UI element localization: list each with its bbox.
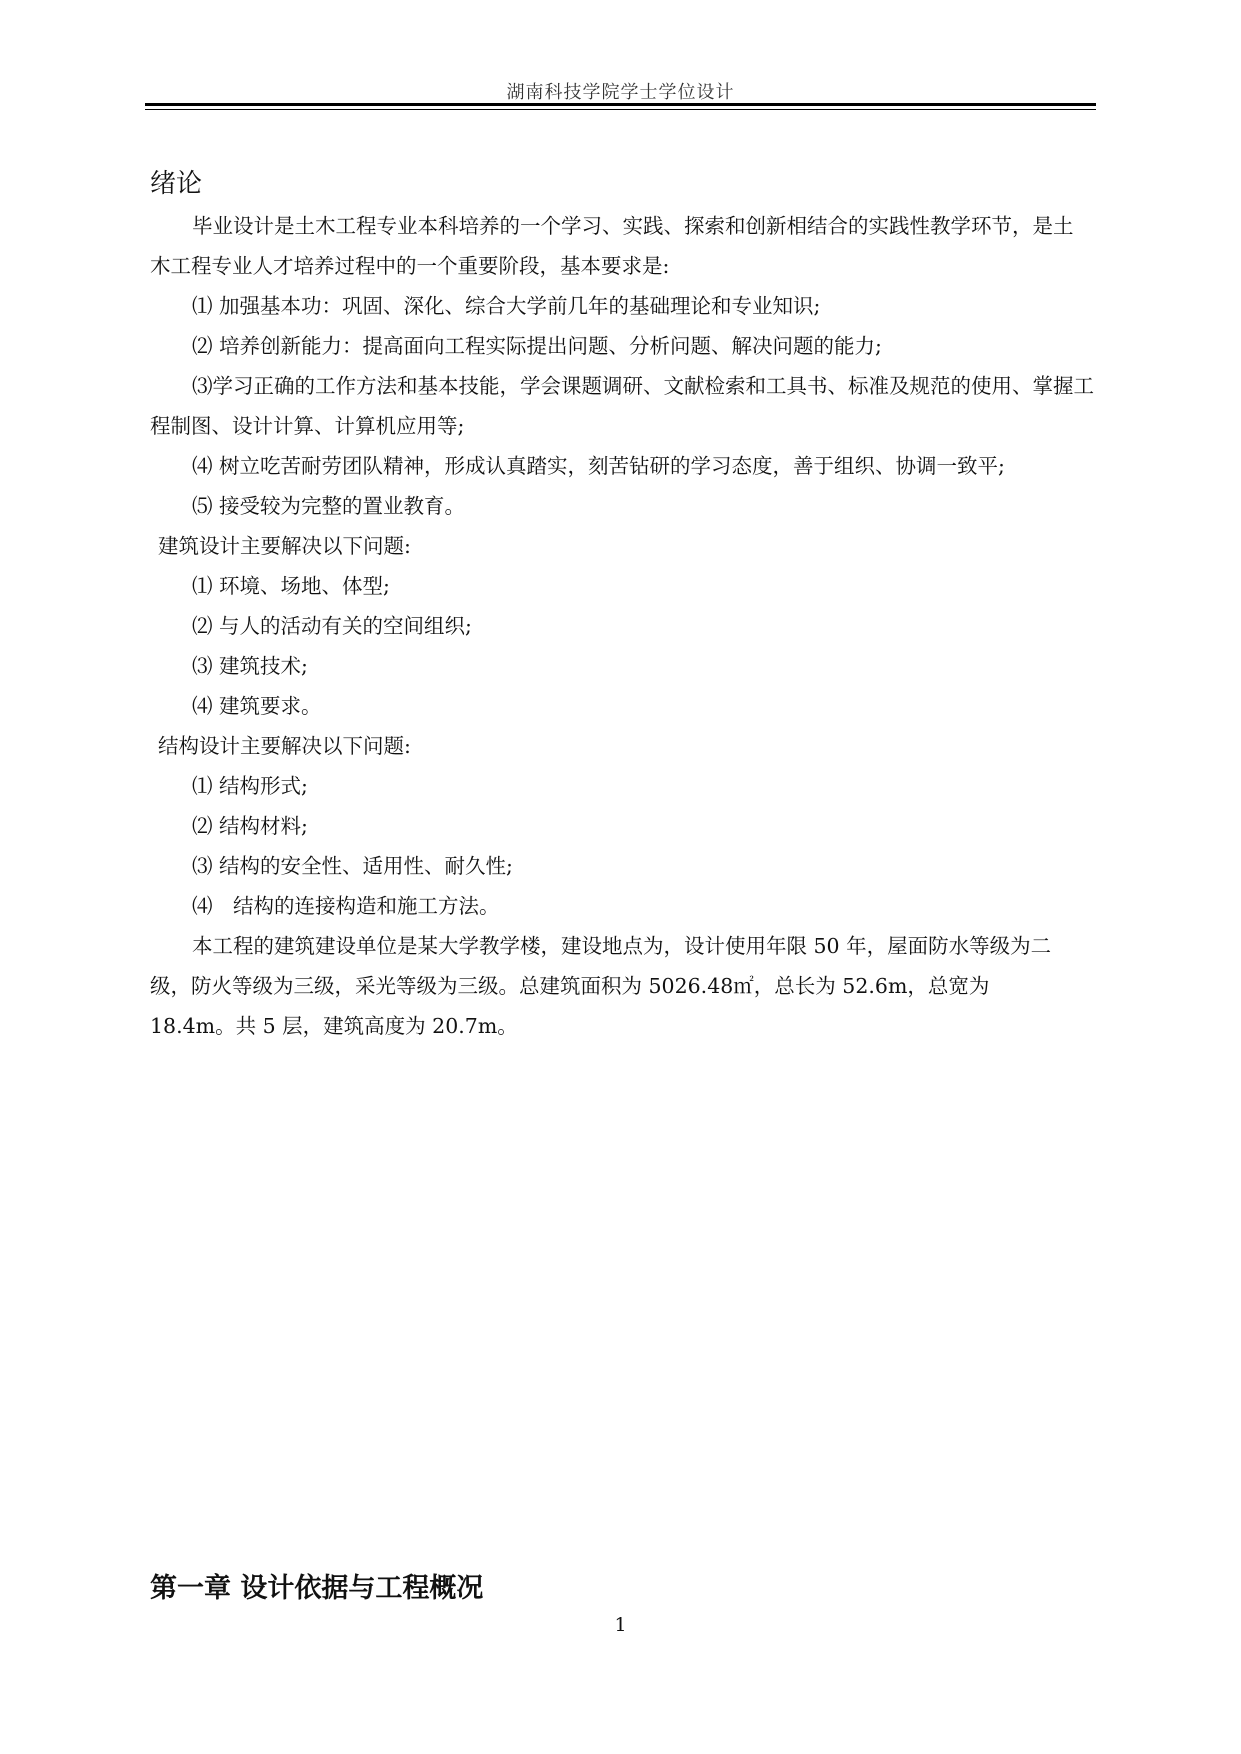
struct-heading: 结构设计主要解决以下问题: [158,734,411,758]
intro-title: 绪论 [150,169,203,199]
struct-item: ⑴ 结构形式; [192,774,308,798]
struct-item: ⑷ 结构的连接构造和施工方法。 [192,894,500,918]
chapter-title: 第一章 设计依据与工程概况 [150,1573,484,1604]
intro-body [150,206,1110,1046]
arch-item: ⑷ 建筑要求。 [192,694,322,718]
requirement-item: ⑸ 接受较为完整的置业教育。 [192,494,466,518]
requirement-item: ⑵ 培养创新能力：提高面向工程实际提出问题、分析问题、解决问题的能力; [192,334,882,358]
page-number: 1 [614,1614,627,1636]
requirement-item: ⑶学习正确的工作方法和基本技能，学会课题调研、文献检索和工具书、标准及规范的使用、掌握工程制图、设计计算、计算机应用等; [150,374,1094,438]
page-header: 湖南科技学院学士学位设计 [506,82,735,103]
intro-paragraph: 毕业设计是土木工程专业本科培养的一个学习、实践、探索和创新相结合的实践性教学环节，是土木工程专业人才培养过程中的一个重要阶段，基本要求是: [150,214,1074,278]
arch-item: ⑴ 环境、场地、体型; [192,574,390,598]
requirement-item: ⑴ 加强基本功：巩固、深化、综合大学前几年的基础理论和专业知识; [192,294,821,318]
arch-item: ⑵ 与人的活动有关的空间组织; [192,614,472,638]
struct-item: ⑶ 结构的安全性、适用性、耐久性; [192,854,513,878]
project-paragraph: 本工程的建筑建设单位是某大学教学楼，建设地点为，设计使用年限 50 年，屋面防水等级为二级，防火等级为三级，采光等级为三级。总建筑面积为 5026.48㎡，总长为 52.6m，总宽为 18.4m。共 5 层，建筑高度为 20.7m。 [150,934,1052,1038]
header-rule-thick [145,103,1096,106]
header-rule-thin [145,109,1096,110]
requirement-item: ⑷ 树立吃苦耐劳团队精神，形成认真踏实，刻苦钻研的学习态度，善于组织、协调一致平; [192,454,1005,478]
arch-heading: 建筑设计主要解决以下问题: [158,534,411,558]
arch-item: ⑶ 建筑技术; [192,654,308,678]
struct-item: ⑵ 结构材料; [192,814,308,838]
